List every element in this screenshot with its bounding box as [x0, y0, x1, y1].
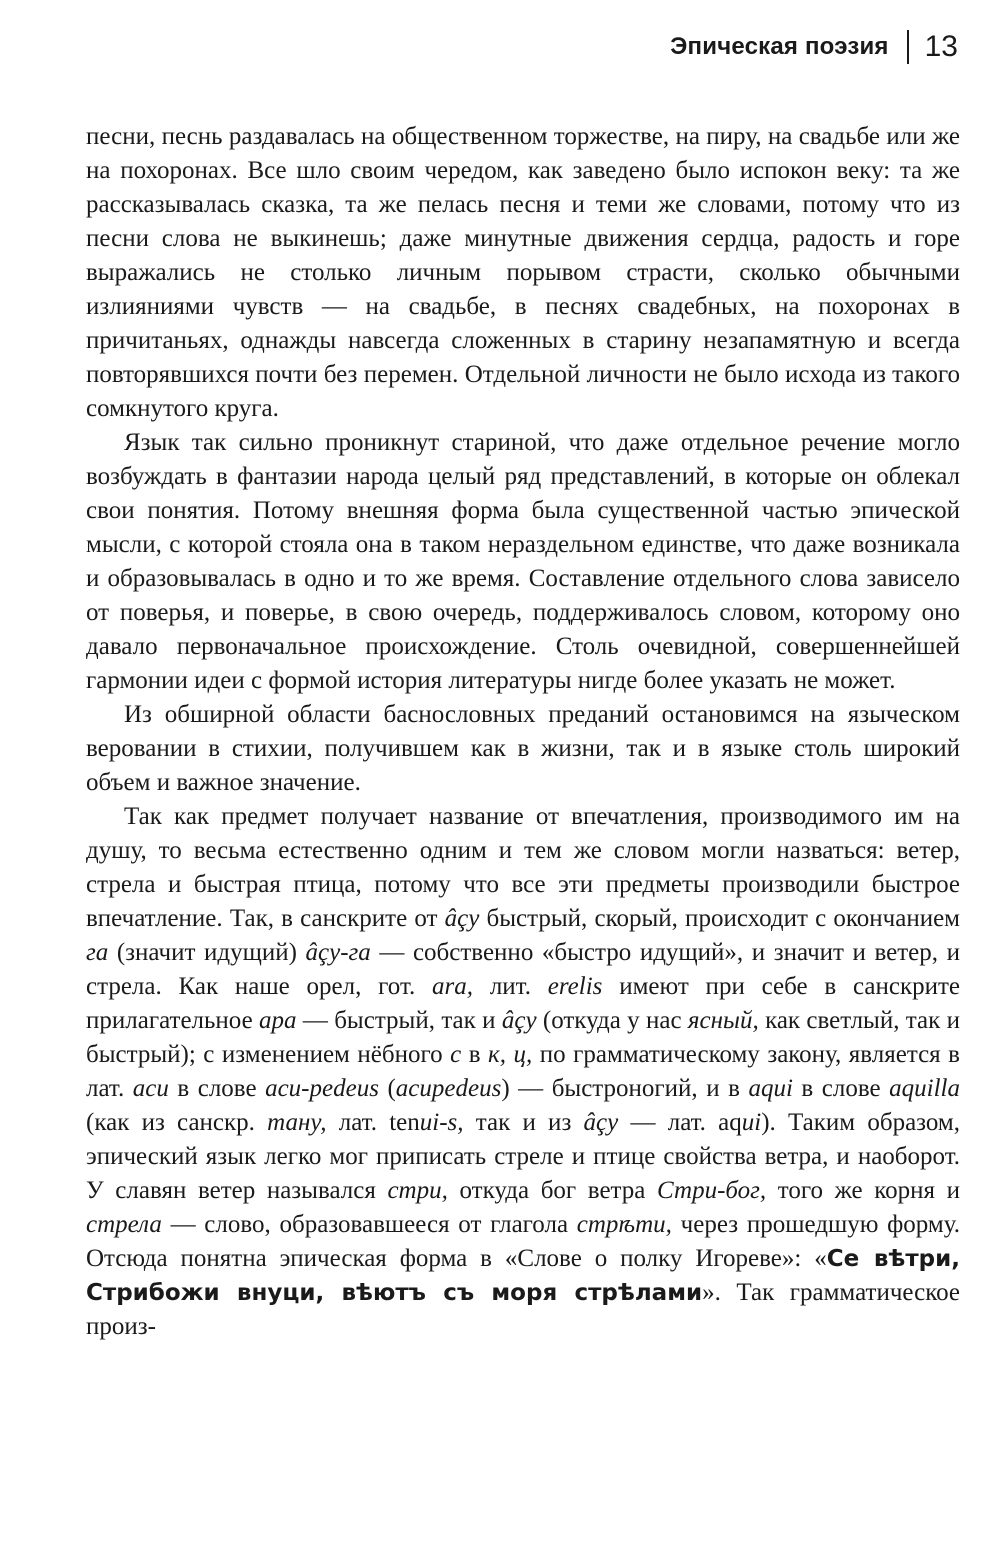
text-run: как светлый, так и быстрый); с изменением нёбного: [86, 1007, 960, 1068]
text-run: в: [461, 1041, 489, 1068]
section-title: Эпическая поэзия: [670, 33, 889, 60]
paragraph-1: [86, 120, 960, 426]
text-run: так и из: [463, 1109, 584, 1136]
italic-term: ui-s,: [419, 1109, 464, 1136]
italic-term: erelis: [547, 973, 603, 1000]
text-run: (: [378, 1075, 396, 1102]
text-run: в слове: [168, 1075, 266, 1102]
text-run: откуда бог ветра: [447, 1177, 657, 1204]
text-run: (как из санскр.: [86, 1109, 268, 1136]
text-run: (значит идущий): [108, 939, 306, 966]
italic-term: âçу-га: [305, 939, 371, 966]
paragraph-2: [86, 426, 960, 698]
text-run: ). Таким образом, эпический язык легко мог приписать стреле и птице свойства ветра, и наоборот. У славян ветер назывался: [86, 1109, 960, 1204]
body-text: [86, 120, 960, 1344]
italic-term: ara,: [432, 973, 474, 1000]
italic-term: ара: [259, 1007, 297, 1034]
italic-term: тану,: [267, 1109, 327, 1136]
italic-term: acupedeus: [395, 1075, 502, 1102]
text-run: по грамматическому закону, является в лат.: [86, 1041, 960, 1102]
text-run: ) — быстроногий, и в: [501, 1075, 749, 1102]
old-slavonic-quote: Се вѣтри, Стрибожи внуци, вѣютъ съ моря стрѣлами: [86, 1246, 960, 1306]
running-head: [670, 30, 958, 64]
italic-term: ui: [741, 1109, 762, 1136]
page-number: 13: [924, 30, 958, 63]
paragraph-2-text: Язык так сильно проникнут стариной, что даже отдельное речение могло возбуждать в фантазии народа целый ряд представлений, в которые он облекал свои понятия. Потому внешняя форма была существенной частью эпической мысли, с которой стояла она в таком нераздельном единстве, что даже возникала и образовывалась в одно и то же время. Составление отдельного слова зависело от поверья, и поверье, в свою очередь, поддерживалось словом, которому оно давало первоначальное происхождение. Столь очевидной, совершеннейшей гармонии идеи с формой история литературы нигде более указать не может.: [86, 429, 960, 694]
italic-term: aqui: [748, 1075, 793, 1102]
italic-term: âçу: [444, 905, 480, 932]
italic-term: acu: [132, 1075, 169, 1102]
text-run: — быстрый, так и: [296, 1007, 502, 1034]
paragraph-3: [86, 698, 960, 800]
text-run: ». Так грамматическое произ-: [86, 1279, 960, 1340]
italic-term: Стри-бог,: [657, 1177, 767, 1204]
text-run: (откуда у нас: [536, 1007, 688, 1034]
italic-term: га: [86, 939, 109, 966]
italic-term: âçу: [583, 1109, 619, 1136]
italic-term: ясный,: [687, 1007, 759, 1034]
text-run: лит.: [473, 973, 548, 1000]
italic-term: с: [450, 1041, 462, 1068]
text-run: — слово, образовавшееся от глагола: [161, 1211, 577, 1238]
text-run: быстрый, скорый, происходит с окончанием: [479, 905, 960, 932]
text-run: в слове: [792, 1075, 890, 1102]
italic-term: âçу: [501, 1007, 537, 1034]
paragraph-4: [86, 800, 960, 1344]
header-separator: [907, 30, 909, 64]
text-run: лат. ten: [326, 1109, 420, 1136]
italic-term: стрѣти,: [576, 1211, 672, 1238]
paragraph-1-text: песни, песнь раздавалась на общественном торжестве, на пиру, на свадьбе или же на похоронах. Все шло своим чередом, как заведено было испокон веку: та же рассказывалась сказка, та же пелась песня и теми же словами, потому что из песни слова не выкинешь; даже минутные движения сердца, радость и горе выражались не столько личным порывом страсти, сколько обычными излияниями чувств — на свадьбе, в песнях свадебных, на похоронах в причитаньях, однажды навсегда сложенных в старину незапамятную и всегда повторявшихся почти без перемен. Отдельной личности не было исхода из такого сомкнутого круга.: [86, 123, 960, 422]
italic-term: acu-pedeus: [265, 1075, 379, 1102]
italic-term: aquilla: [889, 1075, 960, 1102]
text-run: Так как предмет получает название от впечатления, производимого им на душу, то весьма естественно одним и тем же словом могли назваться: ветер, стрела и быстрая птица, потому что все эти предметы производили быстрое впечатление. Так, в санскрите от: [86, 803, 960, 932]
paragraph-3-text: Из обширной области баснословных преданий остановимся на языческом веровании в стихии, получившем как в жизни, так и в языке столь широкий объем и важное значение.: [86, 701, 960, 796]
italic-term: стри,: [387, 1177, 448, 1204]
text-run: — лат. aq: [618, 1109, 742, 1136]
text-run: имеют при себе в санскрите прилагательное: [86, 973, 961, 1034]
text-run: того же корня и: [766, 1177, 960, 1204]
italic-term: к, ц,: [488, 1041, 533, 1068]
text-run: через прошедшую форму. Отсюда понятна эпическая форма в «Слове о полку Игореве»: «: [86, 1211, 960, 1272]
text-run: — собственно «быстро идущий», и значит и ветер, и стрела. Как наше орел, гот.: [86, 939, 960, 1000]
italic-term: стрела: [86, 1211, 162, 1238]
